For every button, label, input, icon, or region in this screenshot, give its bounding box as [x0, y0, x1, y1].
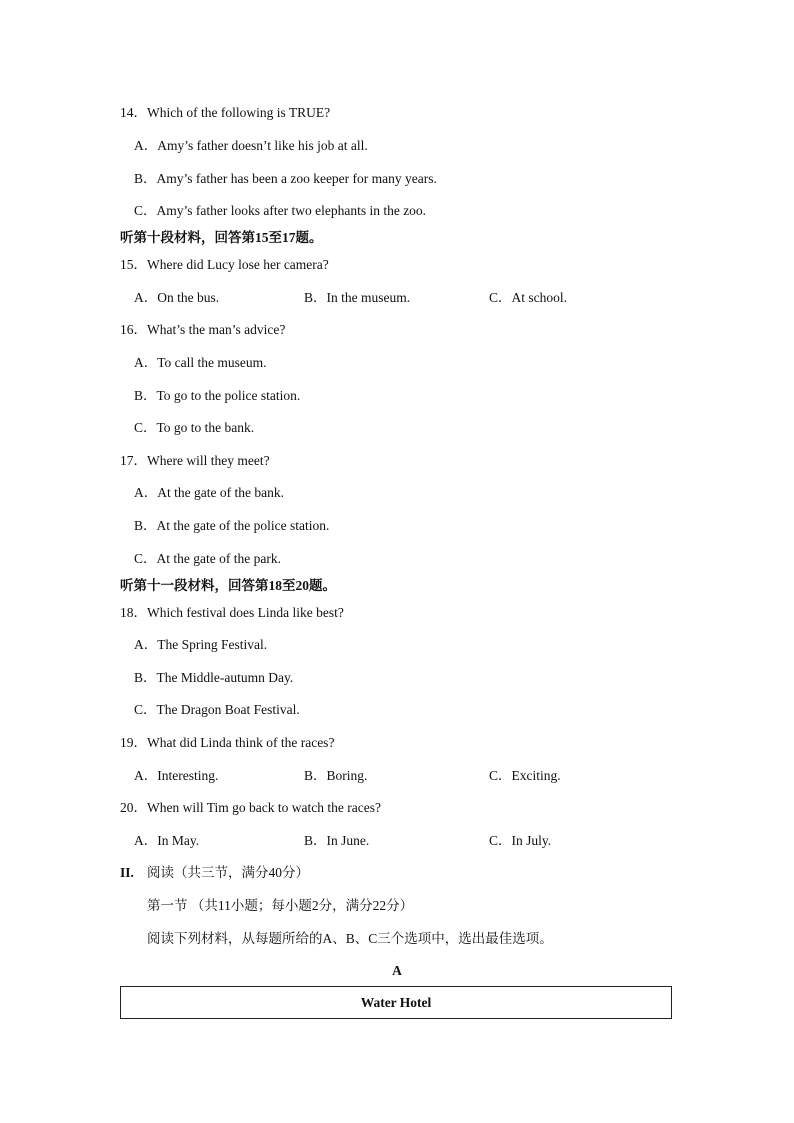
question-17-stem: 17．Where will they meet?	[120, 453, 270, 468]
question-19-option-c: C．Exciting.	[489, 768, 561, 783]
question-19-stem: 19．What did Linda think of the races?	[120, 735, 335, 750]
question-18-stem: 18．Which festival does Linda like best?	[120, 605, 344, 620]
question-14-option-c: C．Amy’s father looks after two elephants in the zoo.	[134, 203, 427, 218]
question-20-stem: 20．When will Tim go back to watch the races?	[120, 800, 381, 815]
question-16-option-c: C．To go to the bank.	[134, 420, 255, 435]
question-20-option-b: B．In June.	[304, 833, 370, 848]
question-14-stem: 14．Which of the following is TRUE?	[120, 105, 331, 120]
question-15-stem: 15．Where did Lucy lose her camera?	[120, 257, 329, 272]
question-19-option-a: A．Interesting.	[134, 768, 219, 783]
question-20-option-a: A．In May.	[134, 833, 200, 848]
question-18-option-c: C．The Dragon Boat Festival.	[134, 702, 300, 717]
part-2-number: II.	[120, 865, 134, 880]
reading-instruction: 阅读下列材料，从每题所给的A、B、C三个选项中，选出最佳选项。	[147, 931, 553, 946]
question-20-option-c: C．In July.	[489, 833, 552, 848]
question-17-option-c: C．At the gate of the park.	[134, 551, 281, 566]
question-17-option-a: A．At the gate of the bank.	[134, 485, 284, 500]
question-18-option-b: B．The Middle-autumn Day.	[134, 670, 294, 685]
passage-title-box	[120, 986, 672, 1019]
question-16-option-b: B．To go to the police station.	[134, 388, 301, 403]
question-19-option-b: B．Boring.	[304, 768, 368, 783]
question-16-stem: 16．What’s the man’s advice?	[120, 322, 286, 337]
section-11-heading: 听第十一段材料，回答第18至20题。	[120, 578, 336, 593]
question-14-option-b: B．Amy’s father has been a zoo keeper for many years.	[134, 171, 437, 186]
passage-title: Water Hotel	[360, 994, 432, 1010]
question-15-option-c: C．At school.	[489, 290, 568, 305]
question-16-option-a: A．To call the museum.	[134, 355, 267, 370]
question-15-option-a: A．On the bus.	[134, 290, 220, 305]
question-14-option-a: A．Amy’s father doesn’t like his job at all.	[134, 138, 368, 153]
question-18-option-a: A．The Spring Festival.	[134, 637, 268, 652]
question-15-option-b: B．In the museum.	[304, 290, 411, 305]
passage-label: A	[392, 963, 402, 978]
section-10-heading: 听第十段材料，回答第15至17题。	[120, 230, 323, 245]
part-2-title: 阅读（共三节，满分40分）	[147, 865, 309, 880]
section-1-heading: 第一节 （共11小题；每小题2分，满分22分）	[147, 898, 414, 913]
question-17-option-b: B．At the gate of the police station.	[134, 518, 330, 533]
